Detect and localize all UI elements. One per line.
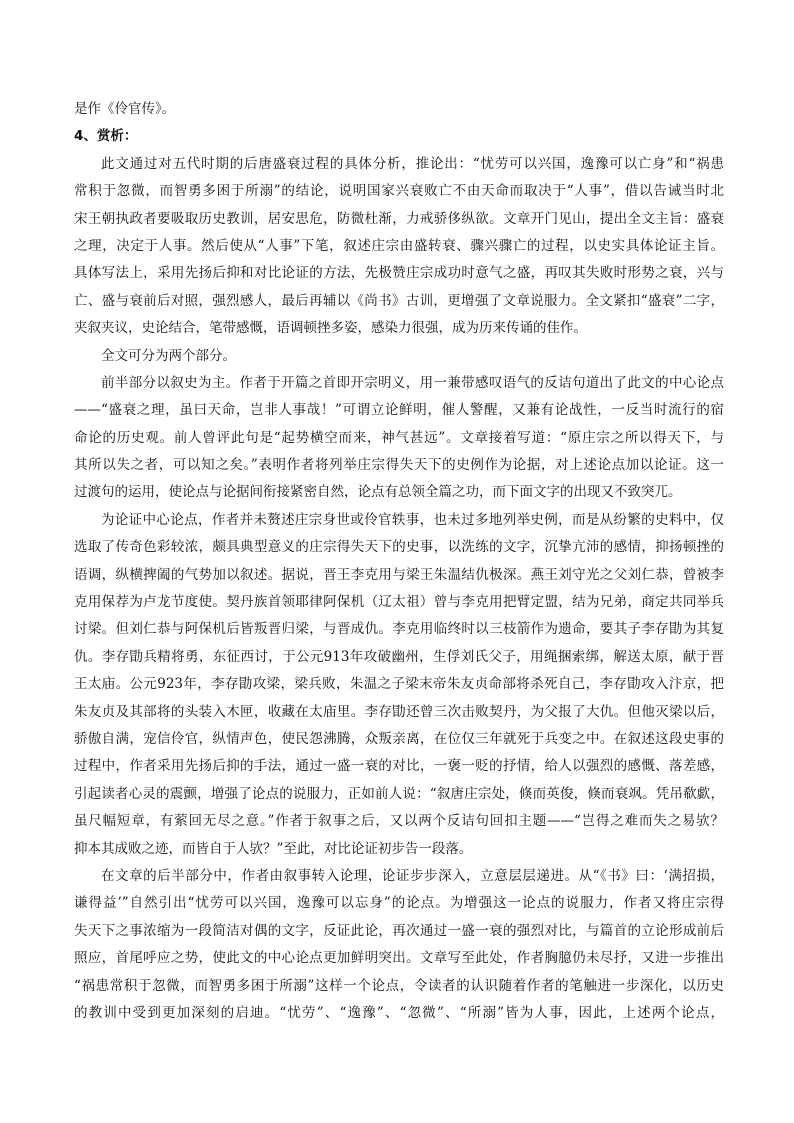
text-line: 虽尺幅短章，有萦回无尽之意。”作者于叙事之后，又以两个反诘句回扣主题——“岂得之难而失之易欤？ [74,813,724,830]
text-line: 为论证中心论点，作者并未赘述庄宗身世或伶官轶事，也未过多地列举史例，而是从纷繁的史料中，仅 [101,511,724,528]
text-line: 其所以失之者，可以知之矣。”表明作者将列举庄宗得失天下的史例作为论据，对上述论点加以论证。这一 [74,457,724,474]
text-line: 过程中，作者采用先扬后抑的手法，通过一盛一衰的对比，一褒一贬的抒情，给人以强烈的感慨、落差感， [74,758,724,775]
text-line: 常积于忽微，而智勇多困于所溺”的结论，说明国家兴衰败亡不由天命而取决于“人事”，借以告诫当时北 [74,183,724,200]
document-page [74,96,724,1027]
text-line: 在文章的后半部分中，作者由叙事转入论理，论证步步深入，立意层层递进。从“《书》曰：‘满招损， [101,867,724,884]
text-line: 朱友贞及其部将的头装入木匣，收藏在太庙里。李存勖还曾三次击败契丹，为父报了大仇。但他灭梁以后， [74,703,724,720]
text-line: 全文可分为两个部分。 [101,347,236,364]
text-line: 具体写法上，采用先扬后抑和对比论证的方法，先极赞庄宗成功时意气之盛，再叹其失败时形势之衰，兴与 [74,265,724,282]
text-line: 讨梁。但刘仁恭与阿保机后皆叛晋归梁，与晋成仇。李克用临终时以三枝箭作为遗命，要其子李存勖为其复 [74,621,724,638]
text-line: 失天下之事浓缩为一段简洁对偶的文字，反证此论，再次通过一盛一衰的强烈对比，与篇首的立论形成前后 [74,922,724,939]
text-line: 之理，决定于人事。然后使从“人事”下笔，叙述庄宗由盛转衰、骤兴骤亡的过程，以史实具体论证主旨。 [74,237,724,254]
text-line: 骄傲自满，宠信伶官，纵情声色，使民怨沸腾，众叛亲离，在位仅三年就死于兵变之中。在叙述这段史事的 [74,730,724,747]
text-line: 选取了传奇色彩较浓，颇具典型意义的庄宗得失天下的史事，以洗练的文字，沉挚亢沛的感情，抑扬顿挫的 [74,539,724,556]
text-line: 引起读者心灵的震颤，增强了论点的说服力，正如前人说：“叙唐庄宗处，倏而英俊，倏而衰飒。凭吊欷歔， [74,785,724,802]
text-line: ——“盛衰之理，虽曰天命，岂非人事哉！”可谓立论鲜明，催人警醒，又兼有论战性，一反当时流行的宿 [74,402,724,419]
text-line: 是作《伶官传》。 [74,101,176,117]
text-line: 王太庙。公元923年，李存勖攻梁，梁兵败，朱温之子梁末帝朱友贞命部将杀死自己，李存勖攻入汴京，把 [74,676,724,693]
text-line: 照应，首尾呼应之势，使此文的中心论点更加鲜明突出。文章写至此处，作者胸臆仍未尽抒，又进一步推出 [74,950,724,967]
text-line: 过渡句的运用，使论点与论据间衔接紧密自然，论点有总领全篇之功，而下面文字的出现又不致突兀。 [74,484,682,501]
text-line: 抑本其成败之迹，而皆自于人欤？”至此，对比论证初步告一段落。 [74,840,473,857]
text-line: 此文通过对五代时期的后唐盛衰过程的具体分析，推论出：“忧劳可以兴国，逸豫可以亡身”和“祸患 [101,155,724,172]
text-line: 仇。李存勖兵精将勇，东征西讨，于公元913年攻破幽州，生俘刘氏父子，用绳捆索绑，解送太原，献于晋 [74,648,724,665]
text-line: 夹叙夹议，史论结合，笔带感慨，语调顿挫多姿，感染力很强，成为历来传诵的佳作。 [74,320,587,337]
section-heading: 4、赏析： [74,128,138,145]
text-line: 前半部分以叙史为主。作者于开篇之首即开宗明义，用一兼带感叹语气的反诘句道出了此文的中心论点 [101,374,724,391]
text-line: 克用保荐为卢龙节度使。契丹族首领耶律阿保机（辽太祖）曾与李克用把臂定盟，结为兄弟，商定共同举兵 [74,594,724,611]
text-line: “祸患常积于忽微，而智勇多困于所溺”这样一个论点，令读者的认识随着作者的笔触进一步深化，以历史 [74,977,724,994]
text-line: 的教训中受到更加深刻的启迪。“忧劳”、“逸豫”、“忽微”、“所溺”皆为人事，因此，上述两个论点， [74,1004,724,1021]
text-line: 命论的历史观。前人曾评此句是“起势横空而来，神气甚远”。文章接着写道：“原庄宗之所以得天下，与 [74,429,724,446]
text-line: 亡、盛与衰前后对照，强烈感人，最后再辅以《尚书》古训，更增强了文章说服力。全文紧扣“盛衰”二字， [74,292,724,309]
text-line: 谦得益’”自然引出“忧劳可以兴国，逸豫可以忘身”的论点。为增强这一论点的说服力，作者又将庄宗得 [74,895,724,912]
text-line: 宋王朝执政者要吸取历史教训，居安思危，防微杜渐，力戒骄侈纵欲。文章开门见山，提出全文主旨：盛衰 [74,210,724,227]
text-line: 语调，纵横捭阖的气势加以叙述。据说，晋王李克用与梁王朱温结仇极深。燕王刘守光之父刘仁恭，曾被李 [74,566,724,583]
